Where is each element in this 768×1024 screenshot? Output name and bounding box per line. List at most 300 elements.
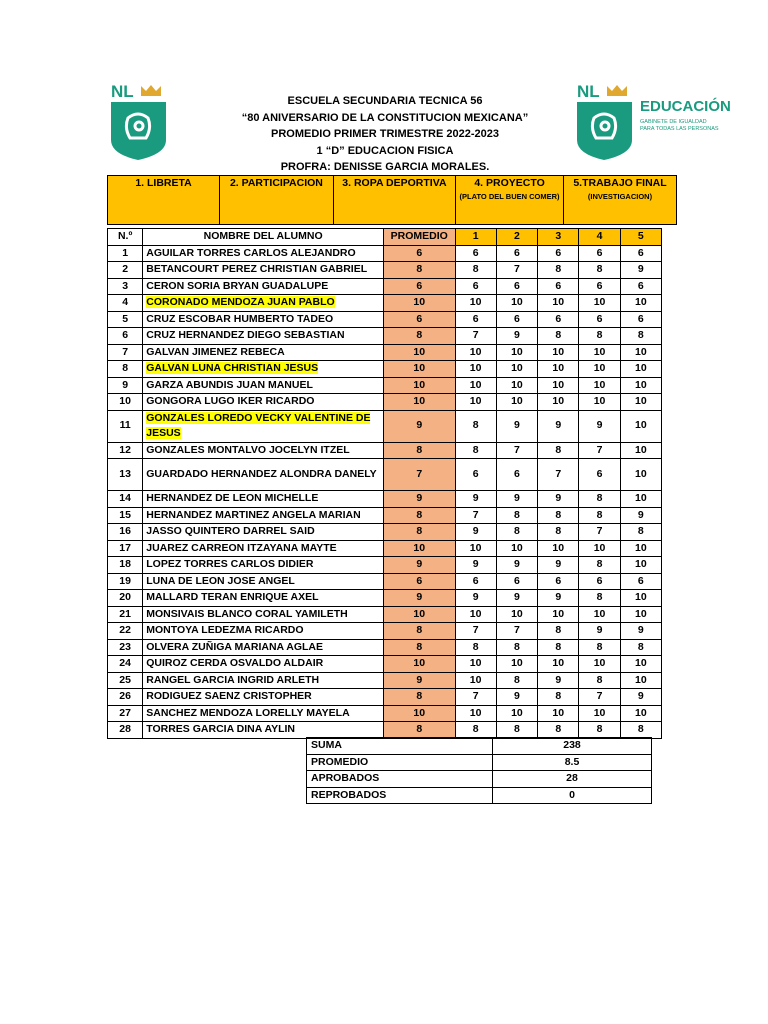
grade-cell: 10 (455, 377, 496, 394)
student-name: MALLARD TERAN ENRIQUE AXEL (143, 590, 384, 607)
student-average: 9 (383, 590, 455, 607)
student-name: GUARDADO HERNANDEZ ALONDRA DANELY (143, 459, 384, 491)
grade-cell: 6 (496, 245, 537, 262)
criterion-2: 2. PARTICIPACION (220, 176, 334, 225)
grade-cell: 10 (538, 540, 579, 557)
student-name (143, 361, 384, 378)
grade-cell: 10 (455, 361, 496, 378)
grade-cell: 7 (455, 328, 496, 345)
col-1-header: 1 (455, 229, 496, 246)
grade-cell: 8 (620, 639, 661, 656)
grade-cell: 9 (455, 557, 496, 574)
table-row (108, 656, 662, 673)
grade-cell: 9 (579, 410, 620, 442)
grade-cell: 10 (538, 705, 579, 722)
grade-cell: 8 (579, 639, 620, 656)
student-name: GONGORA LUGO IKER RICARDO (143, 394, 384, 411)
student-name: LUNA DE LEON JOSE ANGEL (143, 573, 384, 590)
student-average: 10 (383, 295, 455, 312)
grade-cell: 10 (496, 295, 537, 312)
grade-cell: 10 (579, 295, 620, 312)
grade-cell: 9 (455, 524, 496, 541)
student-average: 10 (383, 394, 455, 411)
student-number: 16 (108, 524, 143, 541)
student-name: JASSO QUINTERO DARREL SAID (143, 524, 384, 541)
student-average: 8 (383, 524, 455, 541)
grades-table (107, 228, 662, 739)
grade-cell: 6 (620, 278, 661, 295)
grade-cell: 8 (579, 262, 620, 279)
student-name: RODIGUEZ SAENZ CRISTOPHER (143, 689, 384, 706)
grade-cell: 10 (579, 344, 620, 361)
grade-cell: 10 (620, 606, 661, 623)
student-number: 11 (108, 410, 143, 442)
grade-cell: 8 (620, 722, 661, 739)
grade-cell: 10 (620, 590, 661, 607)
teacher-line: PROFRA: DENISSE GARCIA MORALES. (280, 161, 490, 173)
table-row (108, 295, 662, 312)
grade-cell: 10 (620, 361, 661, 378)
grade-cell: 10 (538, 361, 579, 378)
grade-cell: 7 (455, 689, 496, 706)
grade-cell: 9 (579, 623, 620, 640)
student-name: TORRES GARCIA DINA AYLIN (143, 722, 384, 739)
table-row (108, 689, 662, 706)
grade-cell: 10 (455, 672, 496, 689)
criteria-table (107, 175, 677, 225)
student-number: 9 (108, 377, 143, 394)
summary-label: SUMA (307, 738, 493, 755)
grade-cell: 7 (496, 623, 537, 640)
student-number: 17 (108, 540, 143, 557)
student-number: 19 (108, 573, 143, 590)
grade-cell: 10 (455, 394, 496, 411)
col-num-header: N.º (108, 229, 143, 246)
table-row (108, 557, 662, 574)
grade-cell: 10 (538, 344, 579, 361)
grade-cell: 7 (579, 524, 620, 541)
grade-cell: 10 (579, 656, 620, 673)
table-row (108, 590, 662, 607)
table-row (108, 722, 662, 739)
grade-cell: 8 (538, 524, 579, 541)
crown-icon (141, 85, 161, 96)
grade-cell: 10 (579, 540, 620, 557)
student-name: SANCHEZ MENDOZA LORELLY MAYELA (143, 705, 384, 722)
grade-cell: 6 (496, 573, 537, 590)
summary-value: 0 (493, 787, 652, 804)
student-average: 9 (383, 557, 455, 574)
grade-cell: 6 (455, 573, 496, 590)
table-row (108, 623, 662, 640)
nl-logo-text: NL (111, 82, 134, 101)
summary-label: REPROBADOS (307, 787, 493, 804)
col-avg-header: PROMEDIO (383, 229, 455, 246)
col-4-header: 4 (579, 229, 620, 246)
grade-cell: 9 (496, 689, 537, 706)
grade-cell: 10 (496, 606, 537, 623)
grade-cell: 8 (538, 442, 579, 459)
grade-cell: 9 (538, 590, 579, 607)
grade-cell: 10 (620, 672, 661, 689)
grade-cell: 10 (538, 295, 579, 312)
table-row (108, 394, 662, 411)
grade-cell: 10 (455, 606, 496, 623)
student-number: 15 (108, 507, 143, 524)
grade-cell: 8 (538, 262, 579, 279)
table-row (108, 491, 662, 508)
grade-cell: 9 (538, 557, 579, 574)
grade-cell: 7 (579, 689, 620, 706)
student-name: CRUZ ESCOBAR HUMBERTO TADEO (143, 311, 384, 328)
highlighted-name: GALVAN LUNA CHRISTIAN JESUS (146, 362, 319, 374)
student-name: CRUZ HERNANDEZ DIEGO SEBASTIAN (143, 328, 384, 345)
student-number: 18 (108, 557, 143, 574)
criterion-1: 1. LIBRETA (108, 176, 220, 225)
grade-cell: 8 (579, 507, 620, 524)
nl-logo-text: NL (577, 82, 600, 101)
grade-cell: 9 (538, 491, 579, 508)
grade-cell: 6 (579, 573, 620, 590)
student-average: 9 (383, 672, 455, 689)
educacion-brand: EDUCACIÓN (640, 98, 731, 115)
table-row (108, 245, 662, 262)
table-row (108, 705, 662, 722)
student-average: 10 (383, 344, 455, 361)
grade-cell: 10 (620, 491, 661, 508)
col-2-header: 2 (496, 229, 537, 246)
grade-cell: 8 (496, 672, 537, 689)
grade-cell: 10 (620, 705, 661, 722)
grade-cell: 8 (538, 722, 579, 739)
grade-cell: 10 (455, 656, 496, 673)
grade-cell: 8 (455, 262, 496, 279)
student-average: 8 (383, 507, 455, 524)
grade-cell: 10 (620, 656, 661, 673)
student-number: 14 (108, 491, 143, 508)
student-number: 7 (108, 344, 143, 361)
student-name: JUAREZ CARREON ITZAYANA MAYTE (143, 540, 384, 557)
student-average: 8 (383, 442, 455, 459)
grade-cell: 8 (579, 722, 620, 739)
grade-cell: 8 (496, 507, 537, 524)
grade-cell: 8 (455, 639, 496, 656)
grade-cell: 10 (496, 377, 537, 394)
grade-cell: 10 (455, 705, 496, 722)
student-number: 10 (108, 394, 143, 411)
col-3-header: 3 (538, 229, 579, 246)
summary-row (307, 738, 652, 755)
grade-cell: 10 (620, 394, 661, 411)
anniversary-line: “80 ANIVERSARIO DE LA CONSTITUCION MEXICANA” (241, 111, 529, 124)
grade-cell: 6 (496, 278, 537, 295)
student-number: 21 (108, 606, 143, 623)
grade-cell: 6 (538, 311, 579, 328)
grade-cell: 8 (620, 328, 661, 345)
grade-cell: 8 (579, 491, 620, 508)
grade-cell: 6 (455, 278, 496, 295)
student-average: 10 (383, 540, 455, 557)
criterion-5-sub: (INVESTIGACION) (587, 192, 653, 201)
period-line: PROMEDIO PRIMER TRIMESTRE 2022-2023 (270, 128, 499, 140)
grade-cell: 8 (455, 722, 496, 739)
grade-cell: 7 (496, 442, 537, 459)
grade-cell: 6 (455, 311, 496, 328)
table-row (108, 459, 662, 491)
grade-cell: 6 (620, 311, 661, 328)
student-average: 10 (383, 377, 455, 394)
criterion-3: 3. ROPA DEPORTIVA (333, 176, 455, 225)
grade-cell: 10 (496, 394, 537, 411)
table-row (108, 410, 662, 442)
grade-cell: 10 (496, 656, 537, 673)
grade-cell: 9 (496, 590, 537, 607)
grade-cell: 7 (455, 623, 496, 640)
grade-cell: 9 (620, 689, 661, 706)
table-row (108, 377, 662, 394)
student-number: 24 (108, 656, 143, 673)
student-number: 22 (108, 623, 143, 640)
criterion-5: 5.TRABAJO FINAL (INVESTIGACION) (564, 176, 677, 225)
grade-cell: 10 (538, 377, 579, 394)
grade-cell: 6 (538, 278, 579, 295)
brand-tagline-1: GABINETE DE IGUALDAD (640, 119, 707, 125)
grade-cell: 10 (620, 377, 661, 394)
student-number: 25 (108, 672, 143, 689)
grade-cell: 8 (579, 557, 620, 574)
student-name: GARZA ABUNDIS JUAN MANUEL (143, 377, 384, 394)
group-line: 1 “D” EDUCACION FISICA (316, 144, 454, 157)
grade-cell: 10 (455, 540, 496, 557)
crown-icon (607, 85, 627, 96)
summary-value: 238 (493, 738, 652, 755)
grade-cell: 9 (538, 410, 579, 442)
grade-cell: 10 (620, 410, 661, 442)
grade-cell: 10 (620, 344, 661, 361)
grade-cell: 10 (496, 705, 537, 722)
table-row (108, 540, 662, 557)
student-name: CERON SORIA BRYAN GUADALUPE (143, 278, 384, 295)
student-average: 6 (383, 278, 455, 295)
grade-cell: 6 (620, 573, 661, 590)
table-row (108, 672, 662, 689)
table-row (108, 442, 662, 459)
grade-cell: 8 (538, 507, 579, 524)
nl-educacion-logo (574, 80, 742, 160)
grade-cell: 7 (496, 262, 537, 279)
student-name: RANGEL GARCIA INGRID ARLETH (143, 672, 384, 689)
grade-cell: 6 (496, 311, 537, 328)
grade-cell: 8 (455, 442, 496, 459)
student-number: 6 (108, 328, 143, 345)
table-row (108, 573, 662, 590)
grade-cell: 8 (496, 524, 537, 541)
student-number: 20 (108, 590, 143, 607)
grade-cell: 6 (496, 459, 537, 491)
student-name: AGUILAR TORRES CARLOS ALEJANDRO (143, 245, 384, 262)
summary-table (306, 737, 652, 804)
grade-cell: 6 (579, 311, 620, 328)
student-number: 8 (108, 361, 143, 378)
student-average: 8 (383, 262, 455, 279)
grade-cell: 6 (579, 278, 620, 295)
brand-tagline-2: PARA TODAS LAS PERSONAS (640, 126, 719, 132)
student-average: 10 (383, 606, 455, 623)
grade-cell: 9 (496, 328, 537, 345)
highlighted-name: GONZALES LOREDO VECKY VALENTINE DE JESUS (146, 411, 371, 439)
grade-cell: 10 (579, 361, 620, 378)
grade-cell: 10 (538, 394, 579, 411)
nl-logo-left (108, 80, 170, 160)
criterion-4: 4. PROYECTO (PLATO DEL BUEN COMER) (456, 176, 564, 225)
grade-cell: 8 (538, 639, 579, 656)
grade-cell: 6 (620, 245, 661, 262)
student-number: 5 (108, 311, 143, 328)
grade-cell: 8 (579, 328, 620, 345)
col-5-header: 5 (620, 229, 661, 246)
highlighted-name: CORONADO MENDOZA JUAN PABLO (146, 296, 335, 308)
grade-cell: 10 (579, 606, 620, 623)
student-name: BETANCOURT PEREZ CHRISTIAN GABRIEL (143, 262, 384, 279)
summary-row (307, 754, 652, 771)
student-average: 10 (383, 656, 455, 673)
grade-cell: 6 (538, 245, 579, 262)
grade-cell: 7 (579, 442, 620, 459)
grade-cell: 8 (538, 623, 579, 640)
grade-cell: 8 (538, 689, 579, 706)
summary-label: APROBADOS (307, 771, 493, 788)
student-number: 12 (108, 442, 143, 459)
student-name: LOPEZ TORRES CARLOS DIDIER (143, 557, 384, 574)
col-name-header: NOMBRE DEL ALUMNO (143, 229, 384, 246)
grade-cell: 8 (579, 672, 620, 689)
summary-row (307, 771, 652, 788)
grade-cell: 9 (496, 491, 537, 508)
table-row (108, 344, 662, 361)
table-row (108, 524, 662, 541)
student-average: 6 (383, 573, 455, 590)
grades-header-row (108, 229, 662, 246)
grade-cell: 10 (620, 557, 661, 574)
grade-cell: 8 (620, 524, 661, 541)
grade-cell: 10 (496, 361, 537, 378)
table-row (108, 328, 662, 345)
student-average: 8 (383, 722, 455, 739)
grade-cell: 10 (620, 459, 661, 491)
grade-cell: 10 (496, 344, 537, 361)
grade-cell: 9 (620, 262, 661, 279)
student-number: 2 (108, 262, 143, 279)
student-average: 6 (383, 245, 455, 262)
student-number: 26 (108, 689, 143, 706)
grade-cell: 10 (620, 295, 661, 312)
student-name: GONZALES MONTALVO JOCELYN ITZEL (143, 442, 384, 459)
grade-cell: 6 (455, 245, 496, 262)
grade-cell: 9 (455, 491, 496, 508)
grade-cell: 10 (579, 394, 620, 411)
student-name: HERNANDEZ DE LEON MICHELLE (143, 491, 384, 508)
school-name: ESCUELA SECUNDARIA TECNICA 56 (287, 95, 483, 107)
grade-cell: 10 (538, 606, 579, 623)
grade-cell: 10 (538, 656, 579, 673)
grade-cell: 10 (579, 705, 620, 722)
student-number: 13 (108, 459, 143, 491)
summary-value: 8.5 (493, 754, 652, 771)
student-name: GALVAN JIMENEZ REBECA (143, 344, 384, 361)
criterion-4-sub: (PLATO DEL BUEN COMER) (459, 192, 560, 201)
student-average: 10 (383, 705, 455, 722)
student-number: 28 (108, 722, 143, 739)
student-number: 4 (108, 295, 143, 312)
student-average: 8 (383, 623, 455, 640)
grade-cell: 9 (620, 507, 661, 524)
grade-cell: 9 (455, 590, 496, 607)
student-average: 7 (383, 459, 455, 491)
grade-cell: 6 (579, 245, 620, 262)
criteria-row (108, 176, 677, 225)
summary-label: PROMEDIO (307, 754, 493, 771)
student-average: 8 (383, 328, 455, 345)
student-average: 6 (383, 311, 455, 328)
student-average: 8 (383, 689, 455, 706)
grade-cell: 10 (455, 344, 496, 361)
student-number: 3 (108, 278, 143, 295)
table-row (108, 311, 662, 328)
student-number: 27 (108, 705, 143, 722)
student-number: 23 (108, 639, 143, 656)
summary-row (307, 787, 652, 804)
table-row (108, 278, 662, 295)
table-row (108, 361, 662, 378)
grade-cell: 9 (496, 410, 537, 442)
table-row (108, 639, 662, 656)
student-name: MONSIVAIS BLANCO CORAL YAMILETH (143, 606, 384, 623)
grade-cell: 6 (538, 573, 579, 590)
student-average: 9 (383, 491, 455, 508)
grade-cell: 9 (620, 623, 661, 640)
grade-cell: 7 (455, 507, 496, 524)
table-row (108, 606, 662, 623)
summary-value: 28 (493, 771, 652, 788)
document-header (180, 93, 590, 176)
student-name (143, 410, 384, 442)
grade-cell: 8 (579, 590, 620, 607)
grade-cell: 7 (538, 459, 579, 491)
grade-cell: 9 (538, 672, 579, 689)
grade-cell: 8 (538, 328, 579, 345)
student-name: OLVERA ZUÑIGA MARIANA AGLAE (143, 639, 384, 656)
grade-cell: 10 (620, 442, 661, 459)
grade-cell: 10 (620, 540, 661, 557)
grade-cell: 9 (496, 557, 537, 574)
grade-cell: 10 (496, 540, 537, 557)
grade-cell: 10 (579, 377, 620, 394)
student-number: 1 (108, 245, 143, 262)
grade-cell: 8 (496, 722, 537, 739)
student-name: MONTOYA LEDEZMA RICARDO (143, 623, 384, 640)
student-average: 8 (383, 639, 455, 656)
student-name: QUIROZ CERDA OSVALDO ALDAIR (143, 656, 384, 673)
grade-cell: 6 (579, 459, 620, 491)
grade-cell: 8 (496, 639, 537, 656)
table-row (108, 262, 662, 279)
student-average: 10 (383, 361, 455, 378)
grade-cell: 8 (455, 410, 496, 442)
grade-cell: 10 (455, 295, 496, 312)
student-average: 9 (383, 410, 455, 442)
grade-cell: 6 (455, 459, 496, 491)
table-row (108, 507, 662, 524)
